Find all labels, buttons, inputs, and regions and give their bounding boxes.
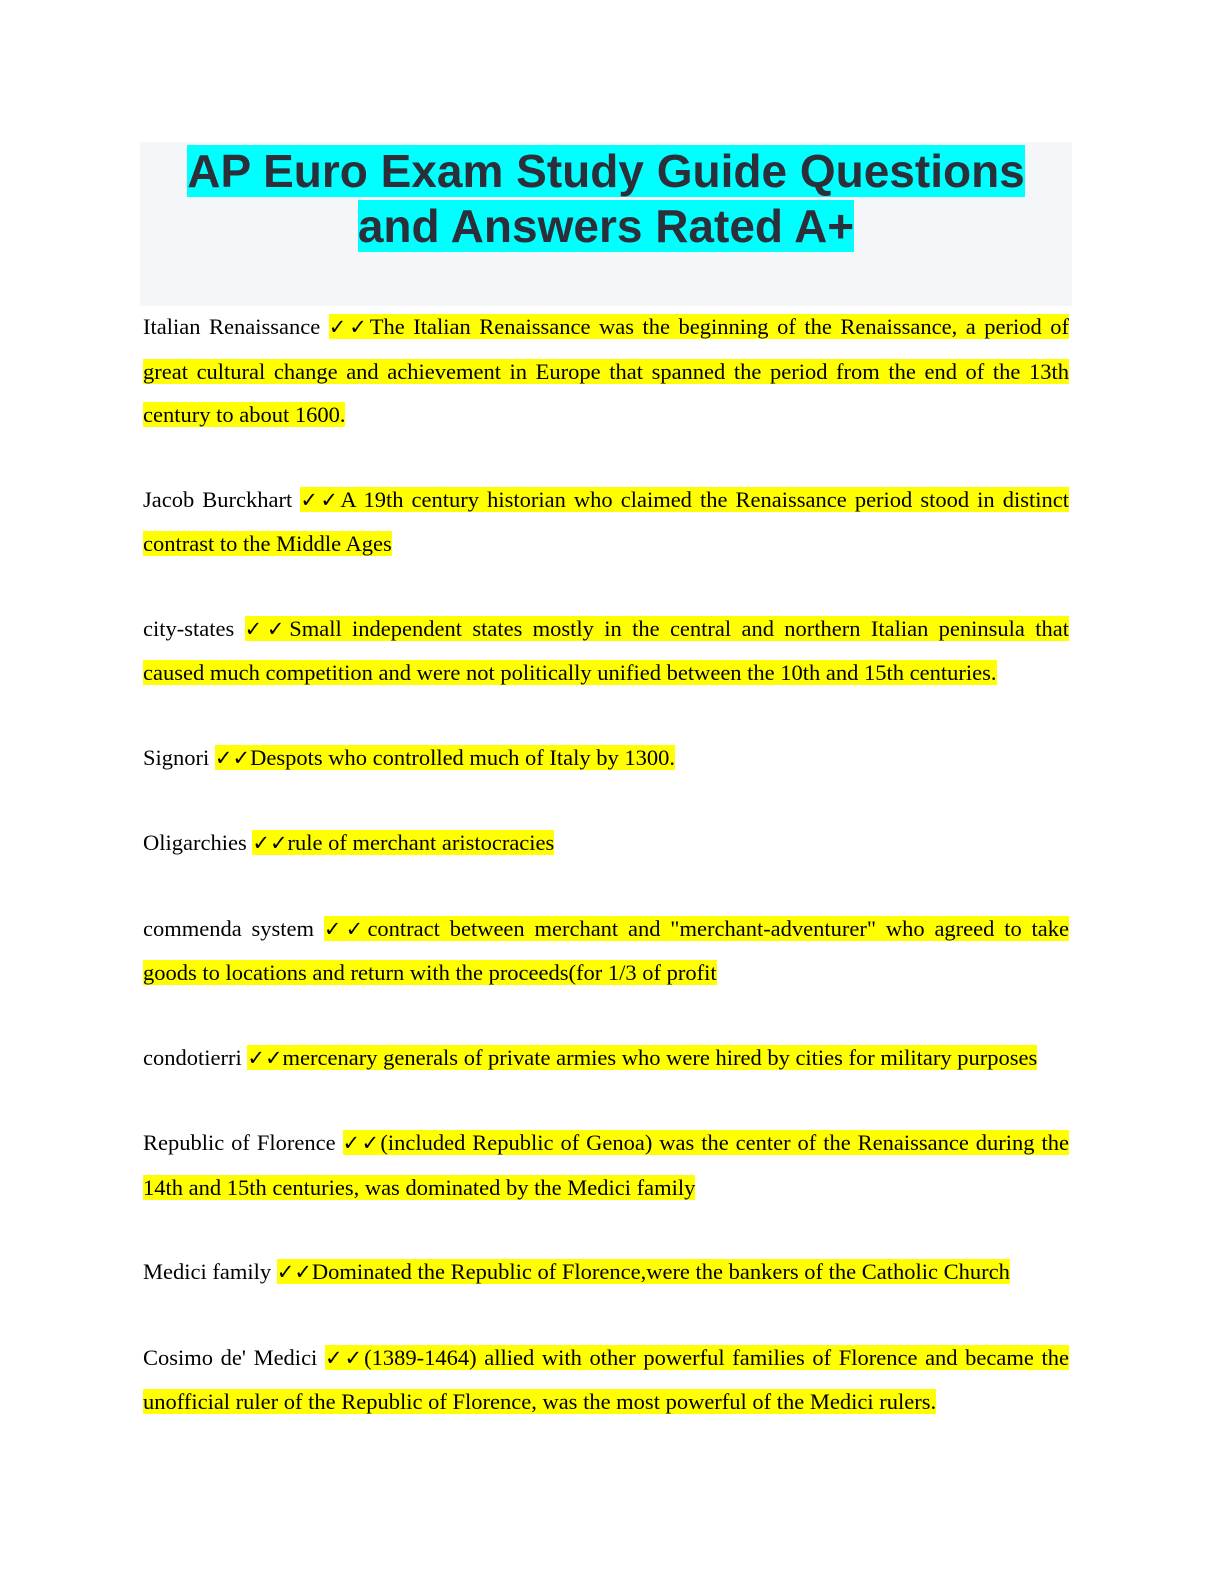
entry-definition: ✓✓Small independent states mostly in the central and northern Italian peninsula that caused much competition and were not politically unified between the 10th and 15th centuries. xyxy=(143,615,1069,685)
double-check-icon: ✓✓ xyxy=(247,1045,283,1070)
double-check-icon: ✓✓ xyxy=(324,1345,365,1370)
entry-term: Italian Renaissance xyxy=(143,314,321,339)
entry-term: city-states xyxy=(143,615,235,641)
list-item xyxy=(143,1121,1069,1209)
entry-definition: ✓✓Dominated the Republic of Florence,were the bankers of the Catholic Church xyxy=(276,1259,1010,1284)
double-check-icon: ✓✓ xyxy=(252,831,288,855)
entry-term: Cosimo de' Medici xyxy=(143,1344,318,1370)
list-item xyxy=(143,1036,1069,1081)
entry-term: Jacob Burckhart xyxy=(143,486,293,512)
list-item xyxy=(143,1250,1069,1295)
title-line-2: and Answers Rated A+ xyxy=(357,200,855,252)
title-line-1: AP Euro Exam Study Guide Questions xyxy=(187,145,1025,197)
list-item xyxy=(143,736,1069,781)
entry-definition: ✓✓(included Republic of Genoa) was the center of the Renaissance during the 14th and 15th centuries, was dominated by the Medici family xyxy=(143,1130,1069,1200)
list-item xyxy=(143,821,1069,866)
flashcard-list xyxy=(143,305,1069,1465)
entry-definition: ✓✓The Italian Renaissance was the beginning of the Renaissance, a period of great cultural change and achievement in Europe that spanned the period from the end of the 13th century to about 1600. xyxy=(143,314,1069,427)
double-check-icon: ✓✓ xyxy=(276,1260,312,1284)
double-check-icon: ✓✓ xyxy=(214,745,251,770)
list-item xyxy=(143,478,1069,566)
double-check-icon: ✓✓ xyxy=(300,487,341,512)
double-check-icon: ✓✓ xyxy=(342,1131,381,1155)
double-check-icon: ✓✓ xyxy=(244,616,290,641)
double-check-icon: ✓✓ xyxy=(328,315,370,339)
double-check-icon: ✓✓ xyxy=(323,916,368,941)
entry-definition: ✓✓rule of merchant aristocracies xyxy=(252,830,555,855)
list-item xyxy=(143,1336,1069,1424)
document-title xyxy=(140,142,1072,254)
entry-definition: ✓✓(1389-1464) allied with other powerful families of Florence and became the unofficial ruler of the Republic of Florence, was the most powerful of the Medici rulers. xyxy=(143,1344,1070,1414)
list-item xyxy=(143,607,1069,695)
entry-definition: ✓✓Despots who controlled much of Italy by 1300. xyxy=(214,744,676,770)
entry-definition: ✓✓mercenary generals of private armies who were hired by cities for military purposes xyxy=(247,1044,1038,1070)
entry-definition: ✓✓A 19th century historian who claimed the Renaissance period stood in distinct contrast to the Middle Ages xyxy=(143,486,1069,556)
list-item xyxy=(143,907,1069,995)
list-item xyxy=(143,305,1069,437)
entry-term: condotierri xyxy=(143,1044,242,1070)
entry-term: Medici family xyxy=(143,1259,272,1284)
title-banner xyxy=(140,142,1072,306)
entry-term: Republic of Florence xyxy=(143,1130,336,1155)
entry-definition: ✓✓contract between merchant and "merchant-adventurer" who agreed to take goods to locations and return with the proceeds(for 1/3 of profit xyxy=(143,915,1070,985)
entry-term: Oligarchies xyxy=(143,830,247,855)
entry-term: Signori xyxy=(143,744,210,770)
entry-term: commenda system xyxy=(143,915,315,941)
